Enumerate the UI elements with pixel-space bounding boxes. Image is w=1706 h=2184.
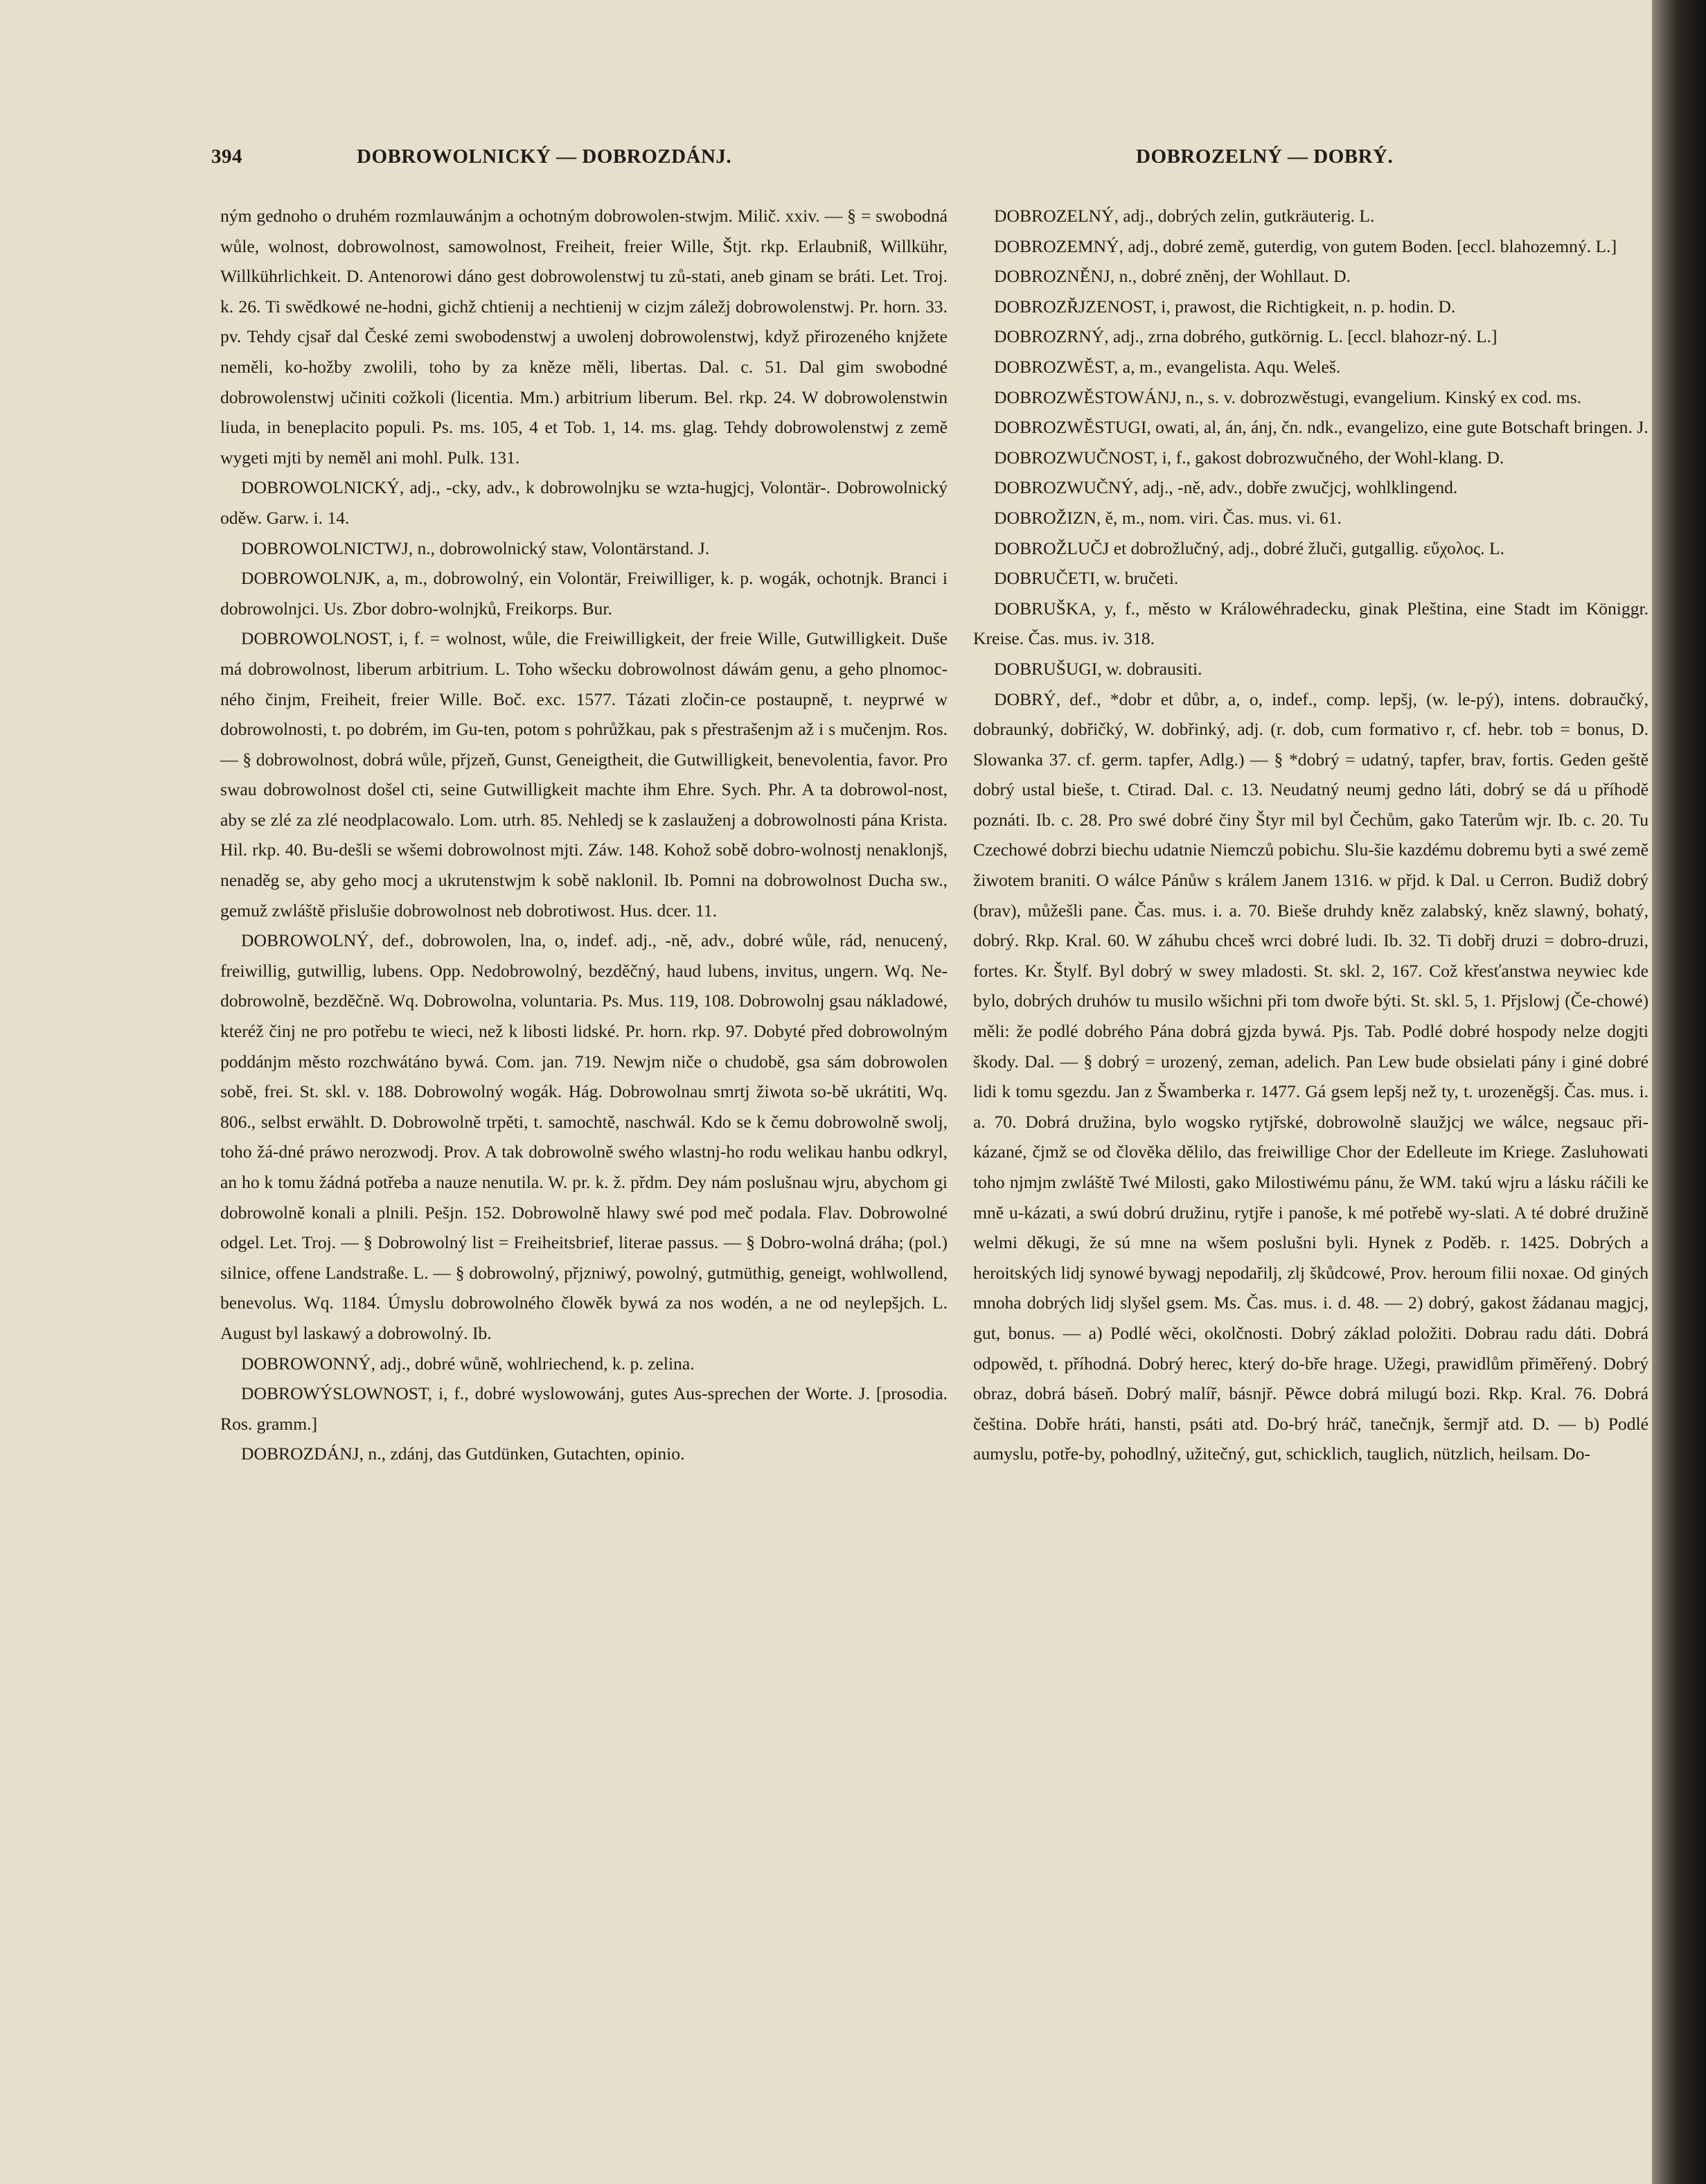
entry-dobrowonny: DOBROWONNÝ, adj., dobré wůně, wohlriechend, k. p. zelina. [241,1353,695,1374]
entry-dobrowyslownost: DOBROWÝSLOWNOST, i, f., dobré wyslowowánj, gutes Aus-sprechen der Worte. J. [prosodia. Ros. gramm.] [220,1383,948,1434]
entry-dobroznenj: DOBROZNĚNJ, n., dobré zněnj, der Wohllaut. D. [994,266,1351,287]
right-column [973,201,1649,1469]
entry-dobrozizn: DOBROŽIZN, ě, m., nom. viri. Čas. mus. vi. 61. [994,507,1342,528]
entry-dobrozwestowanj: DOBROZWĚSTOWÁNJ, n., s. v. dobrozwěstugi, evangelium. Kinský ex cod. ms. [994,387,1582,407]
entry-dobruska: DOBRUŠKA, y, f., město w Králowéhradecku, ginak Pleština, eine Stadt im Königgr. Kreise. Čas. mus. iv. 318. [973,598,1649,649]
entry-dobrozrny: DOBROZRNÝ, adj., zrna dobrého, gutkörnig. L. [eccl. blahozr-ný. L.] [994,326,1498,347]
entry-dobrozwucny: DOBROZWUČNÝ, adj., -ně, adv., dobře zwučjcj, wohlklingend. [994,477,1458,498]
page-number: 394 [211,145,242,168]
entry-dobrozwestugi: DOBROZWĚSTUGI, owati, al, án, ánj, čn. ndk., evangelizo, eine gute Botschaft bringen. J. [994,417,1649,438]
book-spine-edge [1652,0,1706,2184]
entry-dobrozemny: DOBROZEMNÝ, adj., dobré země, guterdig, von gutem Boden. [eccl. blahozemný. L.] [994,236,1617,256]
entry-dobruceti: DOBRUČETI, w. bručeti. [994,568,1179,589]
entry-dobrozwucnost: DOBROZWUČNOST, i, f., gakost dobrozwučného, der Wohl-klang. D. [994,447,1504,468]
entry-dobrozrjzenost: DOBROZŘJZENOST, i, prawost, die Richtigkeit, n. p. hodin. D. [994,296,1456,317]
entry-dobrozlucj: DOBROŽLUČJ et dobrožlučný, adj., dobré žluči, gutgallig. εὔχολος. L. [994,538,1505,558]
left-entry-continuation: ným gednoho o druhém rozmlauwánjm a ochotným dobrowolen-stwjm. Milič. xxiv. — § = swobodná wůle, wolnost, dobrowolnost, samowolnost, Freiheit, freier Wille, Štjt. rkp. Erlaubniß, Willkühr, Willkührlichkeit. D. Antenorowi dáno gest dobrowolenstwj tu zů-stati, aneb ginam se bráti. Let. Troj. k. 26. Ti swědkowé ne-hodni, gichž chtienij a nechtienij w cizjm záležj dobrowolenstwj. Pr. horn. 33. pv. Tehdy cjsař dal České zemi swobodenstwj a uwolenj dobrowolenstwj, když přirozeného knjžete neměli, ko-hožby zwolili, toho by za kněze měli, libertas. Dal. c. 51. Dal gim swobodné dobrowolenstwj učiniti cožkoli (licentia. Mm.) arbitrium liberum. Bel. rkp. 24. W dobrowolenstwin liuda, in beneplacito populi. Ps. ms. 105, 4 et Tob. 1, 14. ms. glag. Tehdy dobrowolenstwj z země wygeti mjti by neměl ani mohl. Pulk. 131. [220,206,948,468]
header-right-range: DOBROZELNÝ — DOBRÝ. [1136,145,1394,168]
entry-dobrozdanj: DOBROZDÁNJ, n., zdánj, das Gutdünken, Gutachten, opinio. [241,1444,685,1464]
entry-dobrowolny: DOBROWOLNÝ, def., dobrowolen, lna, o, indef. adj., -ně, adv., dobré wůle, rád, nenucený, freiwillig, gutwillig, lubens. Opp. Nedobrowolný, bezděčný, haud lubens, invitus, ungern. Wq. Ne-dobrowolně, bezděčně. Wq. Dobrowolna, voluntaria. Ps. Mus. 119, 108. Dobrowolnj gsau nákladowé, kteréž činj ne pro potřebu te wieci, než k libosti lidské. Pr. horn. rkp. 97. Dobyté před dobrowolným poddánjm město rozchwátáno bywá. Com. jan. 719. Newjm niče o chudobě, gsa sám dobrowolen sobě, frei. St. skl. v. 188. Dobrowolný wogák. Hág. Dobrowolnau smrtj žiwota so-bě ukrátiti, Wq. 806., selbst erwählt. D. Dobrowolně trpěti, t. samochtě, naschwál. Kdo se k čemu dobrowolně swolj, toho žá-dné práwo nerozwodj. Prov. A tak dobrowolně swého wlastnj-ho rodu welikau hanbu odkryl, an ho k tomu žádná potřeba a nauze nenutila. W. pr. k. ž. přdm. Dey nám poslušnau wjru, abychom gi dobrowolně konali a plnili. Pešjn. 152. Dobrowolně hlawy swé pod meč podala. Flav. Dobrowolné odgel. Let. Troj. — § Dobrowolný list = Freiheitsbrief, literae passus. — § Dobro-wolná dráha; (pol.) silnice, offene Landstraße. L. — § dobrowolný, přjzniwý, powolný, gutmüthig, geneigt, wohlwollend, benevolus. Wq. 1184. Úmyslu dobrowolného člowěk bywá za nos wodén, a ne od neylepšjch. L. August byl laskawý a dobrowolný. Ib. [220,930,948,1343]
entry-dobrowolnicky: DOBROWOLNICKÝ, adj., -cky, adv., k dobrowolnjku se wzta-hugjcj, Volontär-. Dobrowolnický oděw. Garw. i. 14. [220,477,948,528]
entry-dobrozwest: DOBROZWĚST, a, m., evangelista. Aqu. Weleš. [994,356,1341,377]
header-left-range: DOBROWOLNICKÝ — DOBROZDÁNJ. [357,145,732,168]
running-header [211,145,1458,180]
entry-dobrozelny: DOBROZELNÝ, adj., dobrých zelin, gutkräuterig. L. [994,206,1375,226]
entry-dobrowolnjk: DOBROWOLNJK, a, m., dobrowolný, ein Volontär, Freiwilliger, k. p. wogák, ochotnjk. Branci i dobrowolnjci. Us. Zbor dobro-wolnjků, Freikorps. Bur. [220,568,948,619]
left-column [220,201,948,1469]
entry-dobrowolnictwj: DOBROWOLNICTWJ, n., dobrowolnický staw, Volontärstand. J. [241,538,710,558]
entry-dobry: DOBRÝ, def., *dobr et důbr, a, o, indef., comp. lepšj, (w. le-pý), intens. dobraučký, dobraunký, dobřičký, W. dobřinký, adj. (r. dob, cum formativo r, cf. hebr. tob = bonus, D. Slowanka 37. cf. germ. tapfer, Adlg.) — § *dobrý = udatný, tapfer, brav, fortis. Geden geště dobrý ustal bieše, t. Ctirad. Dal. c. 13. Neudatný neumj gedno láti, dobrý se dá u příhodě poznáti. Ib. c. 28. Pro swé dobré činy Štyr mil byl Čechům, gako Taterům wjr. Ib. c. 20. Tu Czechowé dobrzi biechu udatnie Niemczů pobichu. Slu-šie kazdému dobremu byti a swé země žiwotem braniti. O wálce Pánůw s králem Janem 1316. w přjd. k Dal. u Cerron. Budiž dobrý (brav), můžešli pane. Čas. mus. i. a. 70. Bieše druhdy kněz zalabský, kněz slawný, bohatý, dobrý. Rkp. Kral. 60. W záhubu chceš wrci dobré ludi. Ib. 32. Ti dobřj druzi = dobro-druzi, fortes. Kr. Štylf. Byl dobrý w swey mladosti. St. skl. 2, 167. Což křesťanstwa neywiec kde bylo, dobrých druhów tu musilo wšichni při tom dwoře býti. St. skl. 5, 1. Přjslowj (Če-chowé) měli: že podlé dobrého Pána dobrá gjzda bywá. Pjs. Tab. Podlé dobré hospody nelze dogjti škody. Dal. — § dobrý = urozený, zeman, adelich. Pan Lew bude obsielati pány i giné dobré lidi k tomu sgezdu. Jan z Šwamberka r. 1477. Gá gsem lepšj než ty, t. urozeněgšj. Čas. mus. i. a. 70. Dobrá družina, bylo wogsko rytjřské, dobrowolně slaužjcj we wálce, negsauc při-kázané, čjmž se od člověka dělilo, das freiwillige Chor der Edelleute im Kriege. Zasluhowati toho njmjm zwláště Twé Milosti, gako Milostiwému pánu, že WM. takú wjru a lásku ráčili ke mně u-kázati, a swú dobrú družinu, rytjře i panoše, k mé potřebě wy-slati. A té dobré družině welmi děkugi, že sú mne na wšem poslušni byli. Hynek z Poděb. r. 1425. Dobrých a heroitských lidj synowé bywagj nepodařilj, zlj škůdcowé, Prov. heroum filii noxae. Od giných mnoha dobrých lidj slyšel gsem. Ms. Čas. mus. i. d. 48. — 2) dobrý, gakost žádanau magjcj, gut, bonus. — a) Podlé wěci, okolčnosti. Dobrý základ položiti. Dobrau radu dáti. Dobrá odpowěd, t. příhodná. Dobrý herec, který do-bře hrage. Užegi, prawidlům přiměřený. Dobrý obraz, dobrá báseň. Dobrý malíř, básnjř. Pěwce dobrá milugú bozi. Rkp. Kral. 76. Dobrá čeština. Dobře hráti, hansti, psáti atd. Do-brý hráč, tanečnjk, šermjř atd. D. — b) Podlé aumyslu, potře-by, pohodlný, užitečný, gut, schicklich, tauglich, nützlich, heilsam. Do- [973,689,1649,1464]
entry-dobrusugi: DOBRUŠUGI, w. dobrausiti. [994,658,1202,679]
entry-dobrowolnost: DOBROWOLNOST, i, f. = wolnost, wůle, die Freiwilligkeit, der freie Wille, Gutwilligkeit. Duše má dobrowolnost, liberum arbitrium. L. Toho wšecku dobrowolnost dáwám genu, a geho plnomoc-ného činjm, Freiheit, freier Wille. Boč. exc. 1577. Tázati zločin-ce postaupně, t. neyprwé w dobrowolnosti, t. po dobrém, im Gu-ten, potom s pohrůžkau, pak s přestrašenjm až i s mučenjm. Ros. — § dobrowolnost, dobrá wůle, přjzeň, Gunst, Geneigtheit, die Gutwilligkeit, benevolentia, favor. Pro swau dobrowolnost došel cti, seine Gutwilligkeit machte ihm Ehre. Sych. Phr. A ta dobrowol-nost, aby se zlé za zlé neodplacowalo. Lom. utrh. 85. Nehledj se k zaslauženj a dobrowolnosti pána Krista. Hil. rkp. 40. Bu-dešli se wšemi dobrowolnost mjti. Záw. 148. Kohož sobě dobro-wolnostj nenaklonjš, nenaděg se, aby geho mocj a ukrutenstwjm k sobě naklonil. Ib. Pomni na dobrowolnost Ducha sw., gemuž zwláště přislušie dobrowolnost neb dobrotiwost. Hus. dcer. 11. [220,628,948,921]
